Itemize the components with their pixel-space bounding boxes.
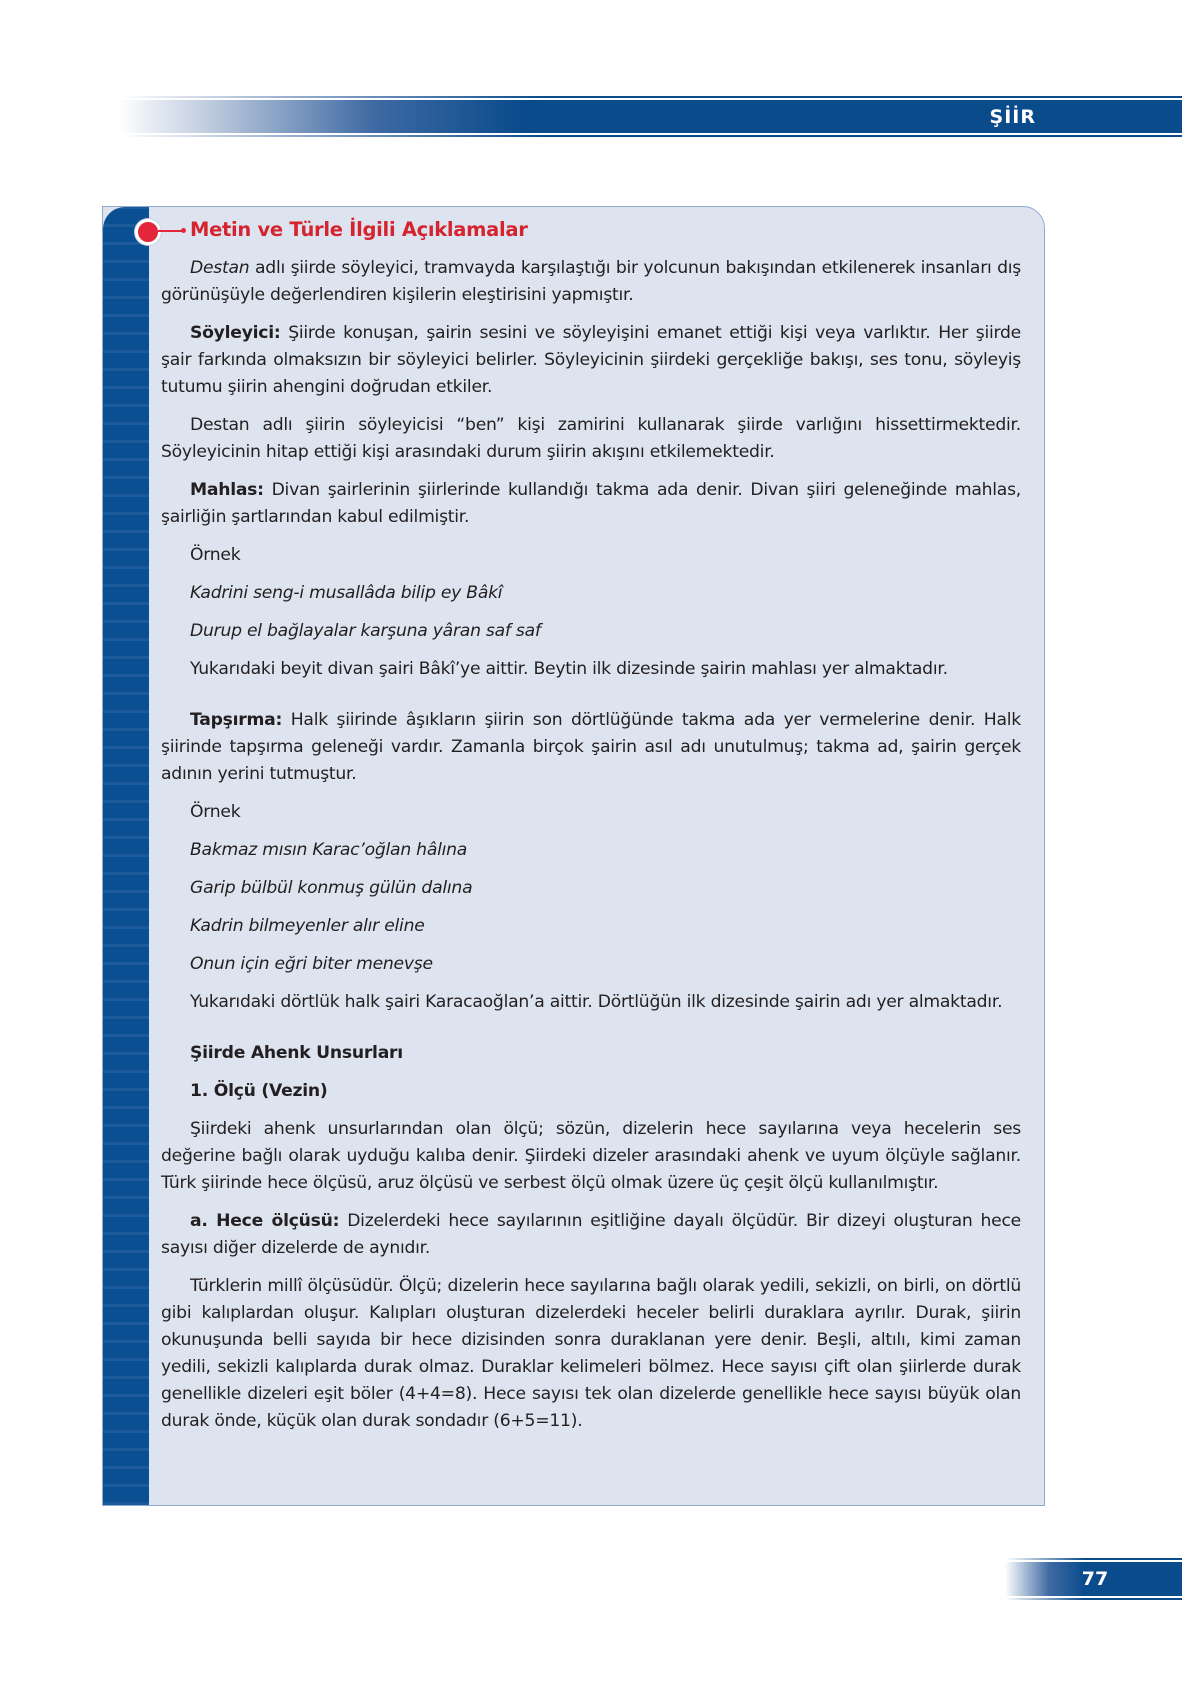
header-rule-top bbox=[118, 96, 1182, 98]
ornek-label-2: Örnek bbox=[190, 802, 241, 822]
bullet-marker-line bbox=[158, 230, 182, 232]
beyit-line-1: Kadrini seng-i musallâda bilip ey Bâkî bbox=[190, 583, 503, 603]
term-destan: Destan bbox=[190, 258, 250, 278]
paragraph-destan bbox=[161, 255, 1021, 309]
bullet-marker-tip bbox=[181, 228, 186, 233]
dortluk-line-1: Bakmaz mısın Karac’oğlan hâlına bbox=[190, 840, 468, 860]
paragraph-destan-text: adlı şiirde söyleyici, tramvayda karşılaştığı bir yolcunun bakışından etkilenerek insanları dış görünüşüyle değerlendiren kişilerin eleştirisini yapmıştır. bbox=[161, 258, 1021, 305]
paragraph-soyleyici bbox=[161, 320, 1021, 401]
ornek-label-1: Örnek bbox=[190, 545, 241, 565]
dortluk-line-3: Kadrin bilmeyenler alır eline bbox=[190, 916, 425, 936]
paragraph-mahlas-text: Divan şairlerinin şiirlerinde kullandığı takma ada denir. Divan şiiri geleneğinde mahlas, şairliğin şartlarından kabul edilmiştir. bbox=[161, 480, 1021, 527]
paragraph-olcu: Şiirdeki ahenk unsurlarından olan ölçü; sözün, dizelerin hece sayılarına veya hecelerin ses değerine bağlı olarak uyduğu kalıba denir. Şiirdeki dizeler arasındaki ahenk ve uyum ölçüyle sağlanır. Türk şiirinde hece ölçüsü, aruz ölçüsü ve serbest ölçü olmak üzere üç çeşit ölçü kullanılmıştır. bbox=[161, 1119, 1021, 1193]
dortluk-line-4: Onun için eğri biter menevşe bbox=[190, 954, 433, 974]
beyit-line-2: Durup el bağlayalar karşuna yâran saf saf bbox=[190, 621, 541, 641]
paragraph-turk: Türklerin millî ölçüsüdür. Ölçü; dizelerin hece sayılarına bağlı olarak yedili, sekizli, on birli, on dörtlü gibi kalıplardan oluşur. Kalıpları oluşturan dizelerdeki heceler belirli duraklara ayrılır. Durak, şiirin okunuşunda belli sayıda bir hece dizisinden sonra duraklanan yere denir. Beşli, altılı, kimi zaman yedili, sekizli kalıplarda durak olmaz. Duraklar kelimeleri bölmez. Hece sayısı çift olan şiirlerde durak genellikle dizeleri eşit böler (4+4=8). Hece sayısı tek olan dizelerde genellikle hece sayısı büyük olan durak önde, küçük olan durak sondadır (6+5=11). bbox=[161, 1276, 1021, 1431]
paragraph-ben: Destan adlı şiirin söyleyicisi “ben” kişi zamirini kullanarak şiirde varlığını hissettirmektedir. Söyleyicinin hitap ettiği kişi arasındaki durum şiirin akışını etkilemektedir. bbox=[161, 415, 1021, 462]
term-hece: a. Hece ölçüsü: bbox=[190, 1211, 340, 1231]
term-tapsirma: Tapşırma: bbox=[190, 710, 283, 730]
paragraph-tapsirma-text: Halk şiirinde âşıkların şiirin son dörtlüğünde takma ada yer vermelerine denir. Halk şiirinde tapşırma geleneği vardır. Zamanla birçok şairin asıl adı unutulmuş; takma ad, şairin gerçek adının yerini tutmuştur. bbox=[161, 710, 1021, 784]
heading-ahenk: Şiirde Ahenk Unsurları bbox=[190, 1043, 403, 1063]
page-number: 77 bbox=[1081, 1568, 1109, 1590]
section-title: ŞİİR bbox=[989, 106, 1036, 128]
box-title: Metin ve Türle İlgili Açıklamalar bbox=[190, 218, 528, 241]
paragraph-tapsirma bbox=[161, 707, 1021, 788]
dortluk-note: Yukarıdaki dörtlük halk şairi Karacaoğlan’a aittir. Dörtlüğün ilk dizesinde şairin adı yer almaktadır. bbox=[190, 992, 1003, 1012]
paragraph-hece-text: Dizelerdeki hece sayılarının eşitliğine dayalı ölçüdür. Bir dizeyi oluşturan hece sayısı diğer dizelerde de aynıdır. bbox=[161, 1211, 1021, 1258]
paragraph-hece bbox=[161, 1208, 1021, 1262]
header-rule-bottom bbox=[118, 135, 1182, 137]
panel-side-stripe bbox=[103, 207, 149, 1505]
bullet-marker-icon bbox=[135, 219, 161, 245]
heading-olcu: 1. Ölçü (Vezin) bbox=[190, 1081, 328, 1101]
term-mahlas: Mahlas: bbox=[190, 480, 264, 500]
footer-rule-bottom bbox=[1005, 1598, 1182, 1600]
beyit-note: Yukarıdaki beyit divan şairi Bâkî’ye aittir. Beytin ilk dizesinde şairin mahlası yer almaktadır. bbox=[190, 659, 948, 679]
term-soyleyici: Söyleyici: bbox=[190, 323, 281, 343]
panel-content bbox=[161, 255, 1021, 1435]
paragraph-mahlas bbox=[161, 477, 1021, 531]
paragraph-soyleyici-text: Şiirde konuşan, şairin sesini ve söyleyişini emanet ettiği kişi veya varlıktır. Her şiirde şair farkında olmaksızın bir söyleyici belirler. Söyleyicinin şiirdeki gerçekliğe bakışı, ses tonu, söyleyiş tutumu şiirin ahengini doğrudan etkiler. bbox=[161, 323, 1021, 397]
footer-rule-top bbox=[1005, 1558, 1182, 1560]
dortluk-line-2: Garip bülbül konmuş gülün dalına bbox=[190, 878, 473, 898]
